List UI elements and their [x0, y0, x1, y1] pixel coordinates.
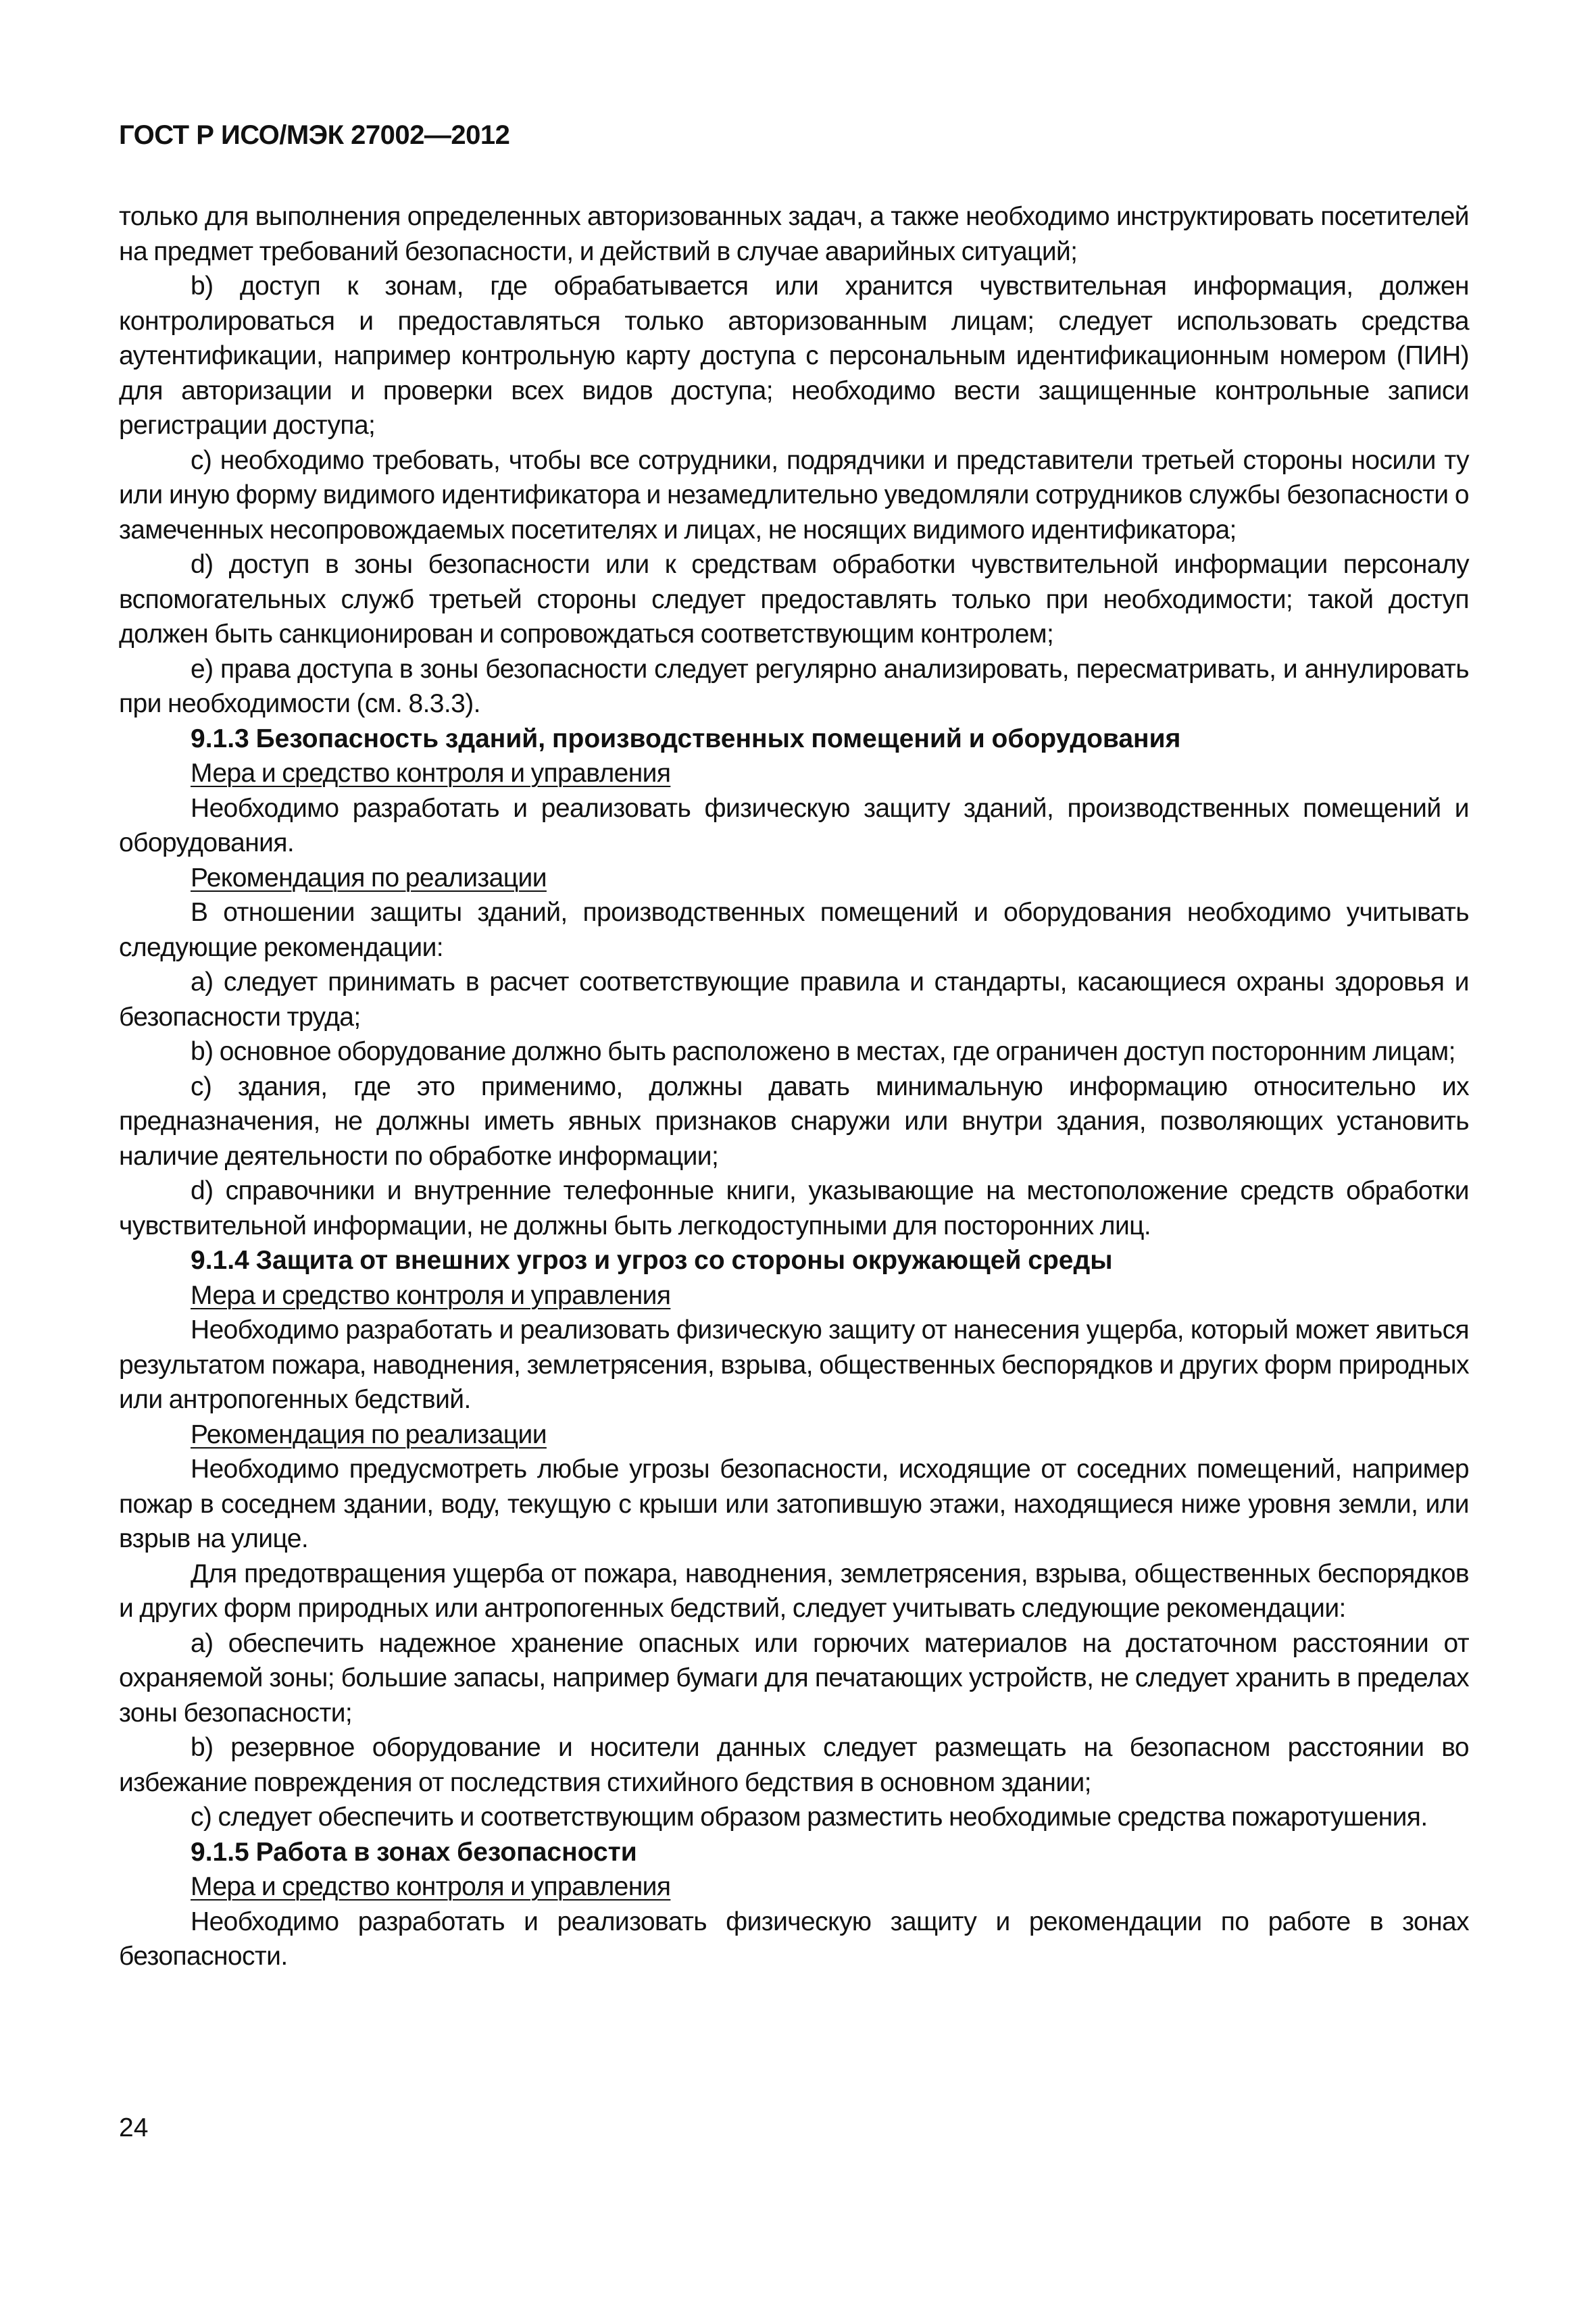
paragraph: Необходимо предусмотреть любые угрозы безопасности, исходящие от соседних помещений, например пожар в соседнем здании, воду, текущую с крыши или затопившую этажи, находящиеся ниже уровня земли, или взрыв на улице.	[119, 1455, 1469, 1553]
subheading-control	[119, 1869, 1469, 1905]
subheading-control-text: Мера и средство контроля и управления	[191, 1872, 671, 1901]
document-body	[119, 199, 1469, 1974]
paragraph: Необходимо разработать и реализовать физическую защиту зданий, производственных помещений и оборудования.	[119, 793, 1469, 857]
list-item-a: a) обеспечить надежное хранение опасных или горючих материалов на достаточном расстоянии от охраняемой зоны; большие запасы, например бумаги для печатающих устройств, не следует хранить в пределах зоны безопасности;	[119, 1628, 1469, 1728]
subheading-guidance	[119, 1417, 1469, 1453]
page-number: 24	[119, 2113, 149, 2142]
list-item-d: d) справочники и внутренние телефонные книги, указывающие на местоположение средств обработки чувствительной информации, не должны быть легкодоступными для посторонних лиц.	[119, 1176, 1469, 1240]
list-item-c: c) здания, где это применимо, должны давать минимальную информацию относительно их предназначения, не должны иметь явных признаков снаружи или внутри здания, позволяющих установить наличие деятельности по обработке информации;	[119, 1072, 1469, 1171]
section-heading-9-1-5: 9.1.5 Работа в зонах безопасности	[191, 1837, 637, 1867]
subheading-control-text: Мера и средство контроля и управления	[191, 759, 671, 788]
paragraph: Необходимо разработать и реализовать физическую защиту и рекомендации по работе в зонах безопасности.	[119, 1907, 1469, 1971]
list-item-c: c) необходимо требовать, чтобы все сотрудники, подрядчики и представители третьей стороны носили ту или иную форму видимого идентификатора и незамедлительно уведомляли сотрудников службы безопасности о замеченных несопровождаемых посетителях и лицах, не носящих видимого идентификатора;	[119, 445, 1469, 545]
subheading-guidance-text: Рекомендация по реализации	[191, 1419, 547, 1449]
section-heading-9-1-3: 9.1.3 Безопасность зданий, производственных помещений и оборудования	[191, 724, 1181, 753]
subheading-control-text: Мера и средство контроля и управления	[191, 1280, 671, 1310]
paragraph: В отношении защиты зданий, производственных помещений и оборудования необходимо учитывать следующие рекомендации:	[119, 898, 1469, 962]
list-item-d: d) доступ в зоны безопасности или к средствам обработки чувствительной информации персоналу вспомогательных служб третьей стороны следует предоставлять только при необходимости; такой доступ должен быть санкционирован и сопровождаться соответствующим контролем;	[119, 550, 1469, 649]
paragraph-continuation: только для выполнения определенных авторизованных задач, а также необходимо инструктировать посетителей на предмет требований безопасности, и действий в случае аварийных ситуаций;	[119, 202, 1469, 266]
subheading-guidance-text: Рекомендация по реализации	[191, 863, 547, 892]
list-item-b: b) резервное оборудование и носители данных следует размещать на безопасном расстоянии во избежание повреждения от последствия стихийного бедствия в основном здании;	[119, 1733, 1469, 1797]
list-item-e: e) права доступа в зоны безопасности следует регулярно анализировать, пересматривать, и аннулировать при необходимости (см. 8.3.3).	[119, 654, 1469, 718]
subheading-control	[119, 756, 1469, 791]
list-item-c: c) следует обеспечить и соответствующим образом разместить необходимые средства пожаротушения.	[191, 1803, 1428, 1832]
section-heading-9-1-4: 9.1.4 Защита от внешних угроз и угроз со стороны окружающей среды	[191, 1246, 1113, 1275]
standard-header: ГОСТ Р ИСО/МЭК 27002—2012	[119, 120, 510, 150]
paragraph: Для предотвращения ущерба от пожара, наводнения, землетрясения, взрыва, общественных беспорядков и других форм природных или антропогенных бедствий, следует учитывать следующие рекомендации:	[119, 1559, 1469, 1623]
subheading-guidance	[119, 861, 1469, 896]
subheading-control	[119, 1278, 1469, 1313]
list-item-b: b) основное оборудование должно быть расположено в местах, где ограничен доступ посторонним лицам;	[191, 1037, 1455, 1066]
list-item-b: b) доступ к зонам, где обрабатывается или хранится чувствительная информация, должен контролироваться и предоставляться только авторизованным лицам; следует использовать средства аутентификации, например контрольную карту доступа с персональным идентификационным номером (ПИН) для авторизации и проверки всех видов доступа; необходимо вести защищенные контрольные записи регистрации доступа;	[119, 272, 1469, 440]
paragraph: Необходимо разработать и реализовать физическую защиту от нанесения ущерба, который может явиться результатом пожара, наводнения, землетрясения, взрыва, общественных беспорядков и других форм природных или антропогенных бедствий.	[119, 1315, 1469, 1414]
list-item-a: a) следует принимать в расчет соответствующие правила и стандарты, касающиеся охраны здоровья и безопасности труда;	[119, 967, 1469, 1032]
